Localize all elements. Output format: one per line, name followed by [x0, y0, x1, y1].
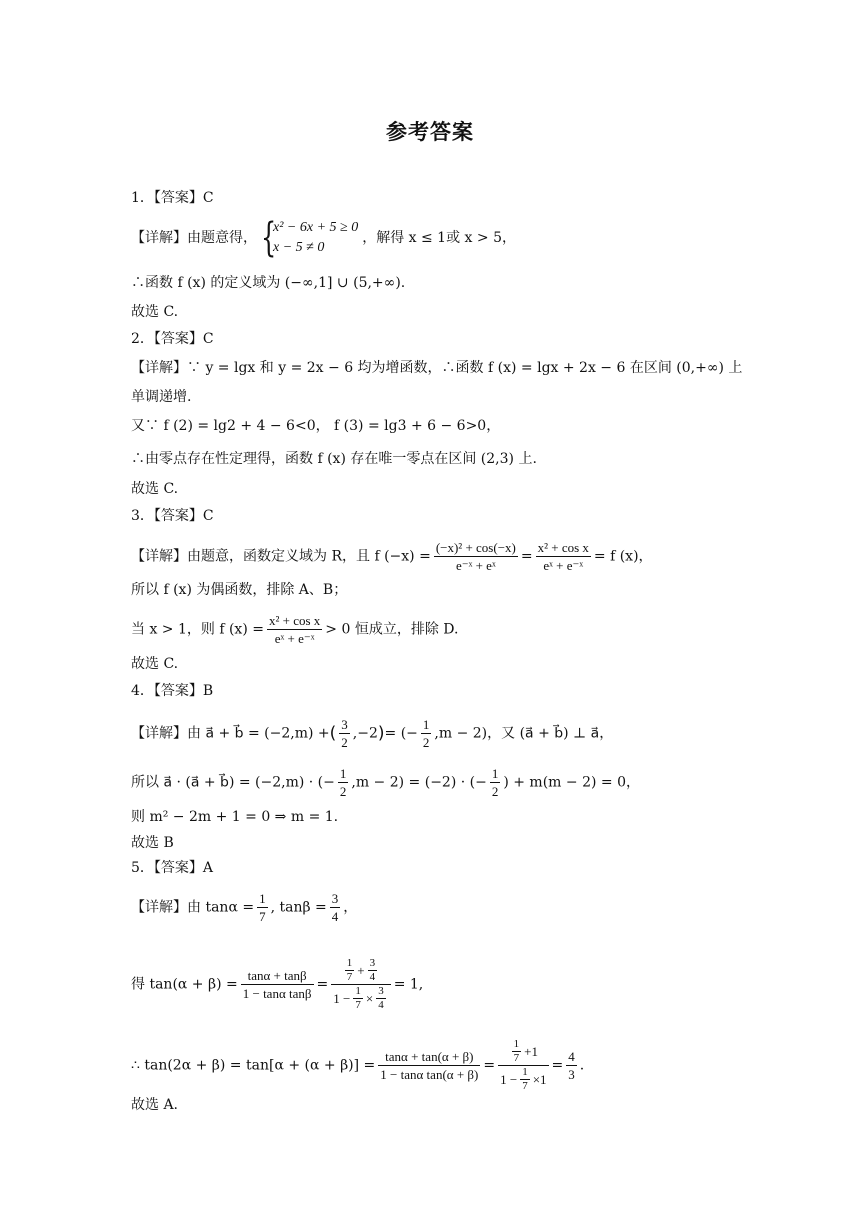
q4-fraction-1-denominator: 2 [341, 735, 348, 750]
q5-fraction-1-denominator: 7 [259, 909, 266, 924]
q4-fraction-3-numerator: 1 [339, 766, 347, 781]
q5-fraction-sum-formula [241, 967, 314, 1002]
q2-answer: 2．【答案】C [131, 331, 214, 347]
plus-sign: + [357, 963, 365, 978]
q5-fraction-4-numerator: tanα + tan(α + β) [378, 1048, 480, 1066]
q4-fraction-2-denominator: 2 [422, 735, 430, 750]
q5-equals-3: = [551, 1057, 564, 1074]
q5-line1-part-c: ， [343, 899, 358, 916]
q5-detail-line-1 [131, 890, 357, 925]
q3-fraction-2 [536, 539, 591, 574]
q4-fraction-3-denominator: 2 [339, 784, 347, 799]
plus-one: +1 [524, 1044, 538, 1059]
q3-equals: = [520, 548, 533, 565]
q5-detail-line-2 [131, 957, 423, 1012]
inner-numerator: 3 [378, 985, 384, 997]
q5-compound-fraction-2 [498, 1038, 548, 1093]
q3-fraction-3-numerator: x² + cos x [268, 613, 321, 628]
q5-compound-fraction-1 [331, 957, 390, 1012]
q3-conclusion: 故选 C. [131, 656, 179, 672]
q2-detail-line-3: 又∵ f (2) = lg2 + 4 − 6<0， f (3) = lg3 + 6 − 6>0， [131, 418, 501, 434]
q4-fraction-4 [490, 765, 501, 800]
q4-fraction-2 [421, 716, 432, 751]
q5-inner-fraction-a [345, 957, 355, 984]
q5-line1-part-b: , tanβ = [270, 899, 327, 916]
q4-fraction-1-numerator: 3 [341, 717, 348, 732]
q5-fraction-tan-alpha [257, 890, 268, 925]
q3-detail-tail: = f (x)， [593, 548, 653, 565]
q5-compound-1-denominator [331, 985, 390, 1012]
q3-answer: 3．【答案】C [131, 508, 214, 524]
q4-answer: 4．【答案】B [131, 683, 214, 699]
q5-fraction-4-denominator: 1 − tanα tan(α + β) [380, 1067, 479, 1082]
q3-fraction-2-denominator: eˣ + e⁻ˣ [543, 558, 584, 573]
q5-line2-lead: 得 tan(α + β) = [131, 976, 238, 993]
q1-system-row-2: x − 5 ≠ 0 [273, 240, 325, 255]
close-paren-icon: ) [377, 723, 385, 744]
q5-line3-lead: ∴ tan(2α + β) = tan[α + (α + β)] = [131, 1057, 376, 1074]
q1-domain-line: ∴函数 f (x) 的定义域为 (−∞,1] ∪ (5,+∞). [131, 275, 406, 291]
q5-fraction-3-denominator: 1 − tanα tanβ [242, 986, 312, 1001]
q3-fraction-2-numerator: x² + cos x [537, 540, 589, 555]
q3-line3-tail: > 0 恒成立，排除 D. [325, 621, 459, 638]
q5-fraction-tan-beta [330, 890, 341, 925]
one-minus: 1 − [333, 991, 351, 1006]
brace-icon: { [261, 215, 277, 261]
q5-compound-2-denominator [498, 1066, 548, 1093]
q5-detail-line-3 [131, 1038, 584, 1093]
q3-fraction-3-denominator: eˣ + e⁻ˣ [274, 631, 315, 646]
q5-inner-fraction-c [353, 985, 363, 1012]
q5-conclusion: 故选 A. [131, 1097, 179, 1113]
q3-fraction-1 [434, 539, 518, 574]
q5-line3-tail: . [579, 1057, 585, 1074]
q5-result-denominator: 3 [568, 1067, 575, 1082]
q4-line1-part-c: = (− [384, 725, 418, 742]
page-title: 参考答案 [386, 120, 474, 144]
inner-numerator: 1 [513, 1038, 520, 1050]
q5-line2-result: = 1, [393, 976, 424, 993]
q2-detail-line-1: 【详解】∵ y = lgx 和 y = 2x − 6 均为增函数，∴函数 f (x) = lgx + 2x − 6 在区间 (0,+∞) 上 [131, 360, 743, 376]
q5-fraction-double-formula [378, 1048, 480, 1083]
q4-line1-part-b: ,−2 [352, 725, 378, 742]
inner-denominator: 7 [355, 999, 361, 1011]
q4-line1-part-d: ,m − 2)，又 (a⃗ + b⃗) ⊥ a⃗， [434, 725, 614, 742]
q3-detail-line-2: 所以 f (x) 为偶函数，排除 A、B； [131, 582, 348, 598]
q1-system-row-1: x² − 6x + 5 ≥ 0 [273, 220, 359, 235]
one-minus: 1 − [500, 1072, 518, 1087]
q5-line1-lead: 【详解】由 tanα = [131, 899, 255, 916]
q5-answer: 5．【答案】A [131, 860, 214, 876]
q1-detail [131, 215, 516, 261]
q4-fraction-1 [339, 716, 350, 751]
q5-inner-fraction-f [520, 1066, 530, 1093]
q1-detail-result: ，解得 x ≤ 1或 x > 5， [362, 230, 516, 246]
q5-fraction-3-numerator: tanα + tanβ [241, 967, 314, 985]
open-paren-icon: ( [329, 723, 337, 744]
q3-fraction-1-numerator: (−x)² + cos(−x) [435, 540, 516, 555]
q5-inner-fraction-b [368, 957, 378, 984]
inner-numerator: 1 [355, 985, 361, 997]
q5-inner-fraction-d [376, 985, 386, 1012]
q3-fraction-3 [267, 612, 322, 647]
q4-line2-part-b: ,m − 2) = (−2) · (− [351, 774, 487, 791]
q3-fraction-1-denominator: e⁻ˣ + eˣ [455, 558, 496, 573]
inner-denominator: 7 [346, 971, 353, 983]
times-one: ×1 [532, 1072, 547, 1087]
q1-inequality-system [261, 215, 359, 261]
q5-compound-1-numerator [331, 957, 390, 985]
q5-fraction-1-numerator: 1 [259, 891, 266, 906]
inner-denominator: 7 [513, 1052, 520, 1064]
q4-detail-line-3: 则 m² − 2m + 1 = 0 ⇒ m = 1. [131, 809, 339, 825]
q1-detail-lead: 【详解】由题意得， [131, 230, 257, 246]
q5-fraction-result [566, 1048, 577, 1083]
q2-conclusion: 故选 C. [131, 481, 179, 497]
q4-fraction-4-numerator: 1 [491, 766, 499, 781]
q5-equals-2: = [483, 1057, 496, 1074]
q4-line1-lead: 【详解】由 a⃗ + b⃗ = (−2,m) + [131, 725, 330, 742]
q5-fraction-2-numerator: 3 [331, 891, 339, 906]
q4-line2-lead: 所以 a⃗ · (a⃗ + b⃗) = (−2,m) · (− [131, 774, 335, 791]
q2-detail-line-2: 单调递增. [131, 389, 192, 405]
inner-numerator: 3 [369, 957, 376, 969]
q3-detail-line-3 [131, 612, 458, 647]
q4-fraction-2-numerator: 1 [422, 717, 430, 732]
q4-detail-line-1 [131, 716, 613, 751]
q4-fraction-4-denominator: 2 [491, 784, 499, 799]
inner-numerator: 1 [522, 1066, 528, 1078]
q5-compound-2-numerator [498, 1038, 548, 1066]
q4-conclusion: 故选 B [131, 835, 174, 851]
inner-denominator: 7 [522, 1080, 528, 1092]
q5-fraction-2-denominator: 4 [331, 909, 339, 924]
q1-conclusion: 故选 C. [131, 304, 179, 320]
q5-result-numerator: 4 [568, 1049, 575, 1064]
q1-answer: 1．【答案】C [131, 190, 214, 206]
q4-fraction-3 [338, 765, 349, 800]
inner-denominator: 4 [378, 999, 384, 1011]
q4-detail-line-2 [131, 765, 640, 800]
q3-line3-lead: 当 x > 1，则 f (x) = [131, 621, 264, 638]
q5-equals-1: = [316, 976, 329, 993]
q3-detail-line-1 [131, 539, 653, 574]
times-sign: × [365, 991, 374, 1006]
q4-line2-part-c: ) + m(m − 2) = 0， [503, 774, 640, 791]
q3-detail-lead: 【详解】由题意，函数定义域为 R，且 f (−x) = [131, 548, 431, 565]
q2-detail-line-4: ∴由零点存在性定理得，函数 f (x) 存在唯一零点在区间 (2,3) 上. [131, 451, 537, 467]
inner-numerator: 1 [346, 957, 353, 969]
inner-denominator: 4 [369, 971, 376, 983]
q5-inner-fraction-e [512, 1038, 522, 1065]
